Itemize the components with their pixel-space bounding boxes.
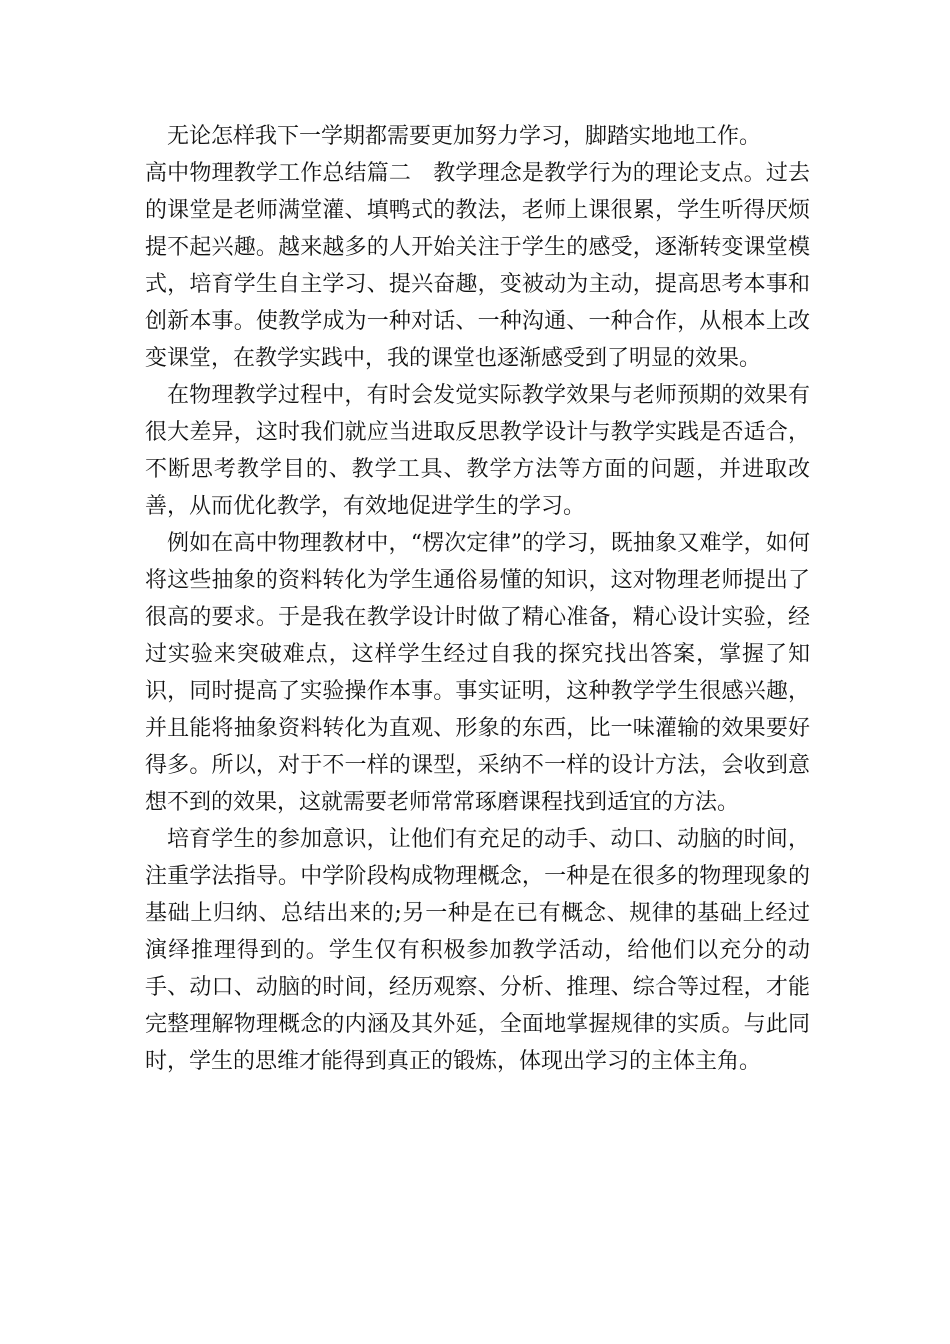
paragraph-4: 例如在高中物理教材中，“楞次定律”的学习，既抽象又难学，如何将这些抽象的资料转化为学生通俗易懂的知识，这对物理老师提出了很高的要求。于是我在教学设计时做了精心准备，精心设计实验，经过实验来突破难点，这样学生经过自我的探究找出答案，掌握了知识，同时提高了实验操作本事。事实证明，这种教学学生很感兴趣，并且能将抽象资料转化为直观、形象的东西，比一味灌输的效果要好得多。所以，对于不一样的课型，采纳不一样的设计方法，会收到意想不到的效果，这就需要老师常常琢磨课程找到适宜的方法。 xyxy=(145,531,810,815)
paragraph-2: 高中物理教学工作总结篇二 教学理念是教学行为的理论支点。过去的课堂是老师满堂灌、填鸭式的教法，老师上课很累，学生听得厌烦提不起兴趣。越来越多的人开始关注于学生的感受，逐渐转变课堂模式，培育学生自主学习、提兴奋趣，变被动为主动，提高思考本事和创新本事。使教学成为一种对话、一种沟通、一种合作，从根本上改变课堂，在教学实践中，我的课堂也逐渐感受到了明显的效果。 xyxy=(145,161,810,371)
paragraph-1: 无论怎样我下一学期都需要更加努力学习，脚踏实地地工作。 xyxy=(167,124,762,149)
paragraph-3: 在物理教学过程中，有时会发觉实际教学效果与老师预期的效果有很大差异，这时我们就应当进取反思教学设计与教学实践是否适合，不断思考教学目的、教学工具、教学方法等方面的问题，并进取改善，从而优化教学，有效地促进学生的学习。 xyxy=(145,383,810,519)
paragraph-5: 培育学生的参加意识，让他们有充足的动手、动口、动脑的时间，注重学法指导。中学阶段构成物理概念，一种是在很多的物理现象的基础上归纳、总结出来的;另一种是在已有概念、规律的基础上经过演绎推理得到的。学生仅有积极参加教学活动，给他们以充分的动手、动口、动脑的时间，经历观察、分析、推理、综合等过程，才能完整理解物理概念的内涵及其外延，全面地掌握规律的实质。与此同时，学生的思维才能得到真正的锻炼，体现出学习的主体主角。 xyxy=(145,827,810,1074)
document-body xyxy=(145,118,810,1080)
